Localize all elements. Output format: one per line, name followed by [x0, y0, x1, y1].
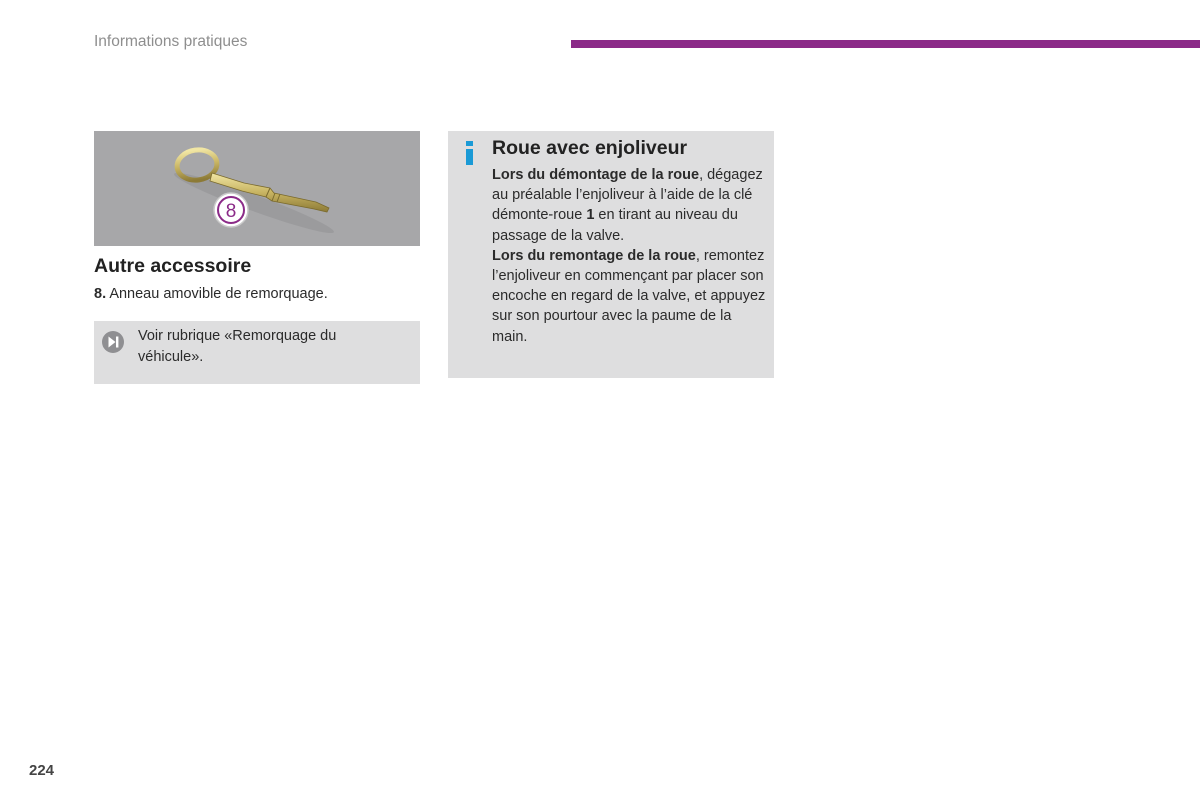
item-number: 8. [94, 286, 107, 302]
section-title: Informations pratiques [94, 33, 248, 50]
refit-text: , remontez l’enjoliveur en commençant par placer son encoche en regard de la valve, et appuyez sur son pourtour avec la paume de la main. [492, 247, 766, 345]
info-paragraph-refit [492, 246, 770, 347]
info-icon [465, 141, 475, 165]
accessory-heading: Autre accessoire [94, 255, 252, 277]
key-number: 1 [586, 207, 595, 224]
header-accent-bar [571, 40, 1200, 48]
removal-label: Lors du démontage de la roue [492, 167, 700, 183]
accessory-item [94, 286, 328, 302]
info-body [492, 165, 770, 347]
callout-number: 8 [225, 201, 237, 222]
info-paragraph-removal [492, 165, 770, 246]
refit-label: Lors du remontage de la roue [492, 247, 696, 264]
reference-box [94, 321, 420, 384]
item-text: Anneau amovible de remorquage. [106, 286, 328, 302]
info-box [448, 131, 774, 378]
info-title: Roue avec enjoliveur [492, 137, 688, 159]
page-number: 224 [29, 762, 55, 779]
towing-eye-illustration [94, 131, 420, 246]
removal-text-b: en tirant au niveau du passage de la valve. [492, 207, 738, 244]
skip-forward-icon [101, 330, 125, 354]
removal-text-a: , dégagez au préalable l’enjoliveur à l’aide de la clé démonte-roue [492, 167, 763, 224]
reference-text: Voir rubrique «Remorquage du véhicule». [138, 328, 337, 365]
